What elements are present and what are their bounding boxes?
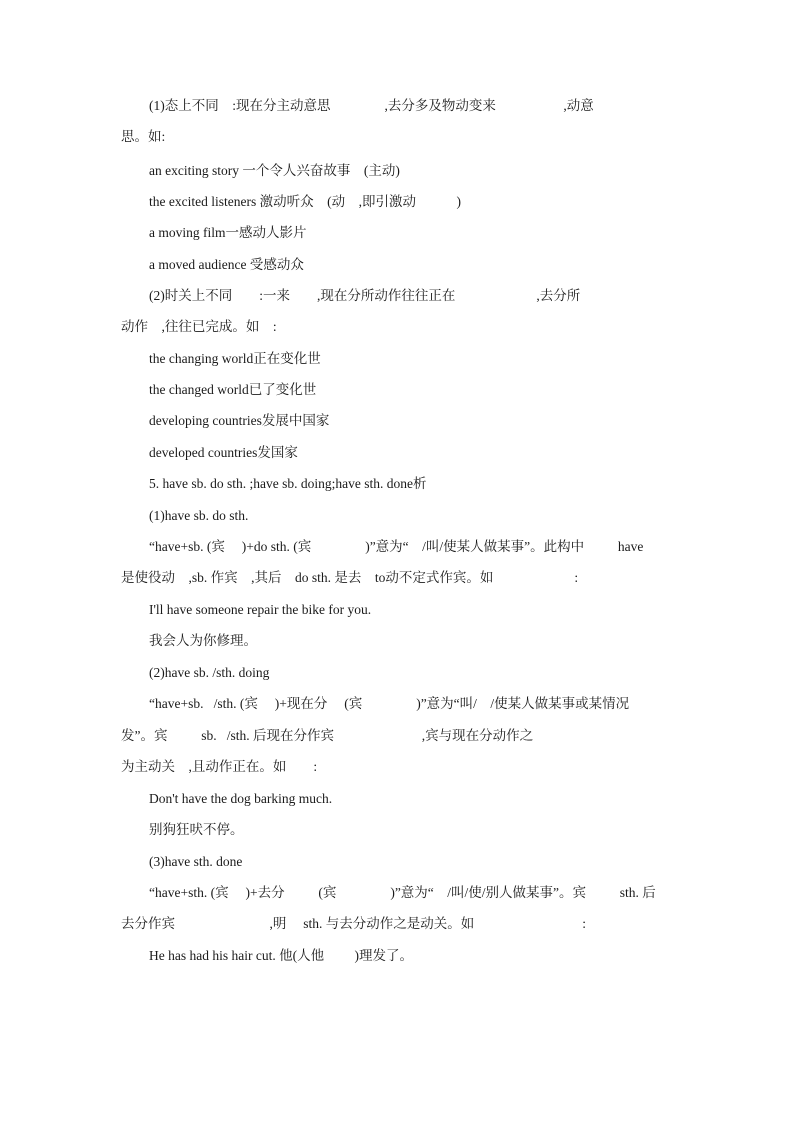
text-line: 5. have sb. do sth. ;have sb. doing;have sth. done析 [149,476,427,491]
text-line: 是使役动 ,sb. 作宾 ,其后 do sth. 是去 to动不定式作宾。如 : [121,570,579,585]
text-line: 我会人为你修理。 [149,633,257,648]
text-line: Don't have the dog barking much. [149,791,333,806]
text-line: (1)态上不同 :现在分主动意思 ,去分多及物动变来 ,动意 [149,98,594,113]
text-line: the excited listeners 激动听众 (动 ,即引激动 ) [149,194,461,209]
text-line: 别狗狂吠不停。 [149,822,244,837]
text-line: (2)时关上不同 :一来 ,现在分所动作往往正在 ,去分所 [149,288,581,303]
text-line: 思。如: [121,129,166,144]
text-line: the changing world正在变化世 [149,351,321,366]
text-line: the changed world已了变化世 [149,382,317,397]
text-line: He has had his hair cut. 他(人他 )理发了。 [149,948,413,963]
text-line: “have+sth. (宾 )+去分 (宾 )”意为“ /叫/使/别人做某事”。宾 sth. 后 [149,885,656,900]
text-line: 发”。宾 sb. /sth. 后现在分作宾 ,宾与现在分动作之 [121,728,534,743]
text-line: “have+sb. /sth. (宾 )+现在分 (宾 )”意为“叫/ /使某人做某事或某情况 [149,696,630,711]
text-line: (3)have sth. done [149,854,243,869]
text-line: 为主动关 ,且动作正在。如 : [121,759,318,774]
text-line: developing countries发展中国家 [149,413,330,428]
text-line: a moving film一感动人影片 [149,225,307,240]
text-line: I'll have someone repair the bike for you. [149,602,372,617]
text-line: 去分作宾 ,明 sth. 与去分动作之是动关。如 : [121,916,587,931]
text-line: “have+sb. (宾 )+do sth. (宾 )”意为“ /叫/使某人做某事”。此构中 have [149,539,644,554]
text-line: (1)have sb. do sth. [149,508,249,523]
text-line: 动作 ,往往已完成。如 : [121,319,277,334]
text-line: a moved audience 受感动众 [149,257,304,272]
text-line: an exciting story 一个令人兴奋故事 (主动) [149,163,400,178]
text-line: (2)have sb. /sth. doing [149,665,270,680]
text-line: developed countries发国家 [149,445,298,460]
